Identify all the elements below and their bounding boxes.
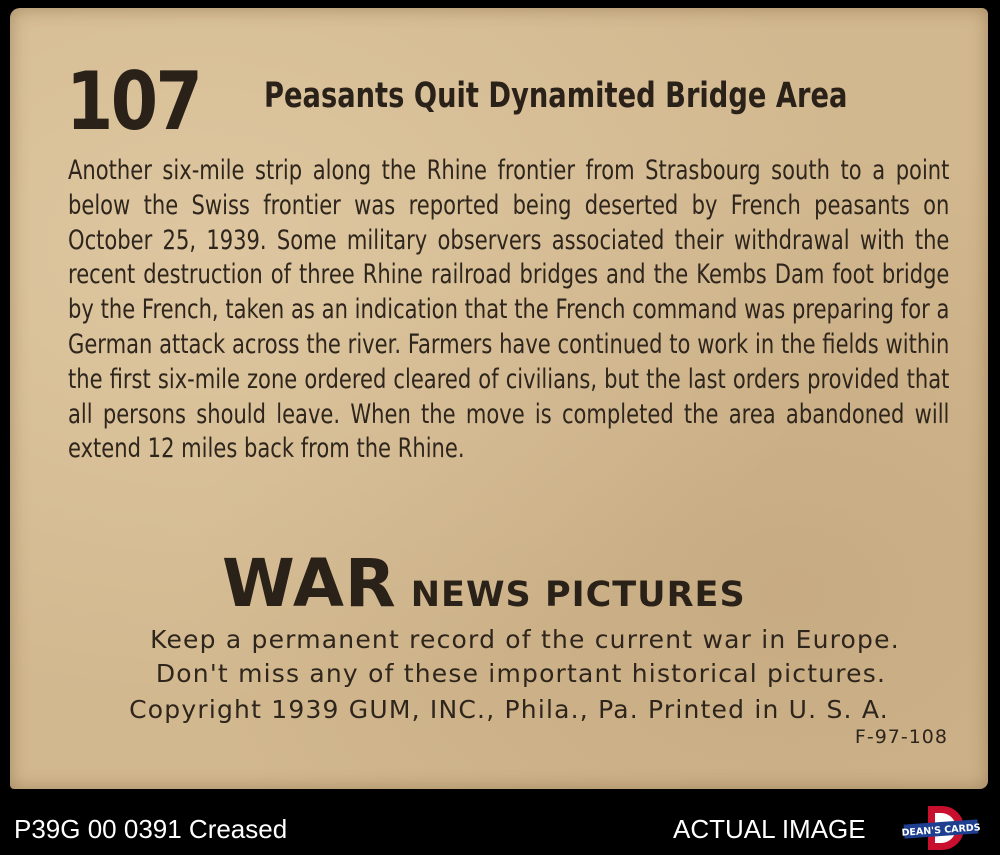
grade-caption: P39G 00 0391 Creased xyxy=(14,814,288,844)
card-body-text: Another six-mile strip along the Rhine frontier from Strasbourg south to a point below the Swiss frontier was reported being deserted by French peasants on October 25, 1939. Some military observers associated their withdrawal with the recent destruction of three Rhine railroad bridges and the Kembs Dam foot bridge by the French, taken as an indication that the French command was preparing for a German attack across the river. Farmers have continued to work in the fields within the first six-mile zone ordered cleared of civilians, but the last orders provided that all persons should leave. When the move is completed the area abandoned will extend 12 miles back from the Rhine. xyxy=(68,155,950,465)
brand-news-pictures: NEWS PICTURES xyxy=(410,575,746,615)
card-title: Peasants Quit Dynamited Bridge Area xyxy=(264,76,848,116)
deans-cards-logo-icon xyxy=(890,804,990,852)
footer-record-line: Keep a permanent record of the current war in Europe. xyxy=(150,625,900,654)
trading-card-back xyxy=(10,8,988,789)
brand-heading xyxy=(222,545,746,622)
card-number: 107 xyxy=(66,55,201,148)
brand-war: WAR xyxy=(222,545,397,622)
svg-text:DEAN'S CARDS: DEAN'S CARDS xyxy=(901,822,981,839)
copyright-line: Copyright 1939 GUM, INC., Phila., Pa. Printed in U. S. A. xyxy=(129,695,889,724)
footer-miss-line: Don't miss any of these important historical pictures. xyxy=(155,659,887,688)
caption-bar xyxy=(0,800,1000,855)
print-code: F-97-108 xyxy=(854,726,948,748)
actual-image-caption: ACTUAL IMAGE xyxy=(673,814,866,844)
